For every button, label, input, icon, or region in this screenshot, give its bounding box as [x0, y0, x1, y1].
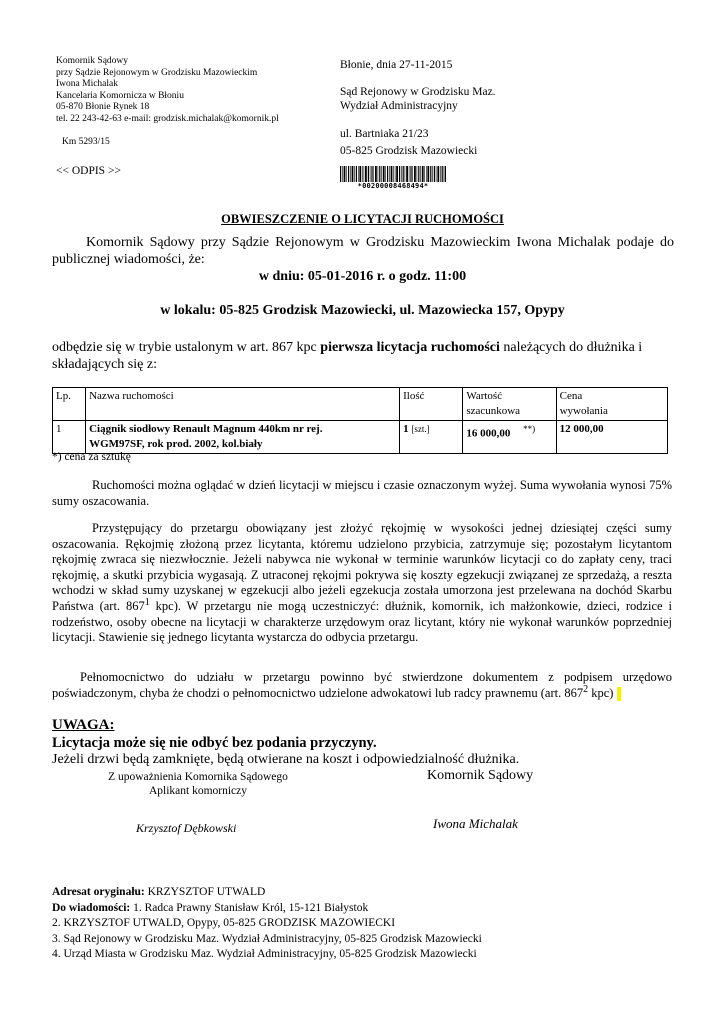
cell-name-line: Ciągnik siodłowy Renault Magnum 440km nr rej.: [89, 423, 323, 435]
header-qty: Ilość: [400, 388, 463, 421]
info-item: 1. Radca Prawny Stanisław Król, 15-121 Białystok: [130, 901, 369, 914]
auction-date: w dniu: 05-01-2016 r. o godz. 11:00: [258, 269, 467, 284]
place-date: Błonie, dnia 27-11-2015: [340, 59, 453, 71]
signature-left-name: Krzysztof Dębkowski: [136, 821, 237, 835]
header-price-line: Cena: [559, 390, 583, 402]
header-price-line: wywołania: [559, 405, 608, 417]
cell-value: [463, 421, 556, 454]
recipient-line: 05-825 Grodzisk Mazowiecki: [340, 145, 478, 157]
header-name: Nazwa ruchomości: [86, 388, 400, 421]
attorney-text: Pełnomocnictwo do udziału w przetargu powinno być stwierdzone dokumentem z podpisem urzędowo poświadczonym, chyba że chodzi o pełnomocnictwo udzielone adwokatowi lub radcy prawnemu (art. 867: [52, 670, 672, 700]
sender-line: tel. 22 243-42-63 e-mail: grodzisk.michalak@komornik.pl: [56, 113, 279, 124]
info-item: 4. Urząd Miasta w Grodzisku Maz. Wydział Administracyjny, 05-825 Grodzisk Mazowiecki: [52, 948, 477, 960]
sender-line: Komornik Sądowy: [56, 56, 129, 66]
recipient-line: Wydział Administracyjny: [340, 100, 458, 112]
signature-left: [88, 770, 308, 798]
warning-heading: UWAGA:: [52, 717, 115, 733]
deposit-text: Przystępujący do przetargu obowiązany jest złożyć rękojmię w wysokości jednej dziesiątej części sumy oszacowania. Rękojmię złożoną przez licytanta, któremu udzielono przybicia, zatrzymuje się; pozostałym licytantom rękojmię zwraca się niezwłocznie. Jeżeli nabywca nie wykonał w terminie warunków licytacji co do zapłaty ceny, traci rękojmię, a skutki przybicia wygasają. Z utraconej rękojmi pokrywa się koszty egzekucji związanej ze sprzedażą, a reszta wchodzi w skład sumy uzyskanej w egzekucji albo jeżeli egzekucja została umorzona jest przelewana na dochód Skarbu Państwa (art. 867: [52, 521, 672, 613]
header-lp: Lp.: [53, 388, 86, 421]
paragraph-deposit: [52, 521, 672, 646]
header-price: [556, 388, 667, 421]
items-table: [52, 387, 668, 454]
cell-qty: [400, 421, 463, 454]
signature-left-line: Aplikant komorniczy: [148, 785, 248, 797]
copy-mark: << ODPIS >>: [56, 165, 121, 177]
header-value: [463, 388, 556, 421]
page-title: OBWIESZCZENIE O LICYTACJI RUCHOMOŚCI: [221, 212, 504, 226]
auction-type: pierwsza licytacja ruchomości: [320, 340, 500, 355]
signature-right-name: Iwona Michalak: [433, 816, 518, 831]
sender-line: Iwona Michalak: [56, 79, 118, 90]
sender-line: przy Sądzie Rejonowym w Grodzisku Mazowieckim: [56, 67, 258, 78]
auction-description: [52, 339, 674, 373]
footnote: *) cena za sztukę: [52, 451, 131, 463]
value-mark: **): [523, 424, 536, 434]
qty-unit: [szt.]: [411, 424, 430, 434]
signature-left-line: Z upoważnienia Komornika Sądowego: [108, 771, 288, 783]
article-superscript: 1: [144, 596, 150, 608]
warning-line: Licytacja może się nie odbyć bez podania przyczyny.: [52, 735, 377, 751]
article-superscript: 2: [583, 683, 589, 695]
attorney-text: kpc): [588, 685, 614, 700]
info-recipient: [52, 901, 692, 917]
original-addressee: [52, 885, 692, 901]
value-amount: 16 000,00: [466, 427, 511, 440]
intro-text: Komornik Sądowy przy Sądzie Rejonowym w Grodzisku Mazowieckim Iwona Michalak podaje do publicznej wiadomości, że:: [52, 235, 674, 267]
original-value: KRZYSZTOF UTWALD: [144, 886, 266, 898]
table-row: [53, 421, 668, 454]
cell-lp: 1: [53, 421, 86, 454]
signature-right-title: Komornik Sądowy: [427, 768, 534, 783]
auction-text: należących do dłużnika i składających się z:: [52, 340, 643, 372]
cell-name: [86, 421, 400, 454]
barcode-text: *00200008468494*: [340, 182, 446, 190]
paragraph-power-of-attorney: [52, 670, 672, 701]
table-header-row: [53, 388, 668, 421]
sender-line: Kancelaria Komornicza w Błoniu: [56, 90, 184, 101]
header-value-line: Wartość: [466, 390, 503, 402]
highlight-mark: [617, 687, 621, 701]
cell-name-line: WGM97SF, rok prod. 2002, kol.biały: [89, 438, 263, 450]
paragraph-viewing: Ruchomości można oglądać w dzień licytacji w miejscu i czasie oznaczonym wyżej. Suma wywołania wynosi 75% sumy oszacowania.: [52, 478, 672, 508]
header-value-line: szacunkowa: [466, 405, 521, 417]
qty-value: 1: [403, 423, 409, 435]
recipient-line: Sąd Rejonowy w Grodzisku Maz.: [340, 86, 496, 98]
auction-text: odbędzie się w trybie ustalonym w art. 867 kpc: [52, 340, 321, 355]
sender-line: 05-870 Błonie Rynek 18: [56, 102, 150, 113]
distribution-list: [52, 885, 692, 963]
case-number: Km 5293/15: [62, 137, 110, 147]
original-label: Adresat oryginału:: [52, 886, 145, 898]
warning-line: Jeżeli drzwi będą zamknięte, będą otwierane na koszt i odpowiedzialność dłużnika.: [52, 752, 520, 767]
recipient-line: ul. Bartniaka 21/23: [340, 128, 429, 140]
cell-price: 12 000,00: [556, 421, 667, 454]
info-item: 3. Sąd Rejonowy w Grodzisku Maz. Wydział Administracyjny, 05-825 Grodzisk Mazowiecki: [52, 932, 482, 945]
auction-place: w lokalu: 05-825 Grodzisk Mazowiecki, ul. Mazowiecka 157, Opypy: [160, 303, 565, 318]
info-label: Do wiadomości:: [52, 901, 131, 914]
deposit-text: kpc). W przetargu nie mogą uczestniczyć: dłużnik, komornik, ich małżonkowie, dzieci, rodzice i rodzeństwo, osoby obecne na licytacji w charakterze urzędowym oraz licytant, który nie wykonał warunków poprzedniej licytacji. Stawienie się jednego licytanta wystarcza do odbycia przetargu.: [52, 598, 672, 645]
info-item: 2. KRZYSZTOF UTWALD, Opypy, 05-825 GRODZISK MAZOWIECKI: [52, 917, 396, 929]
sender-block: [56, 56, 316, 126]
